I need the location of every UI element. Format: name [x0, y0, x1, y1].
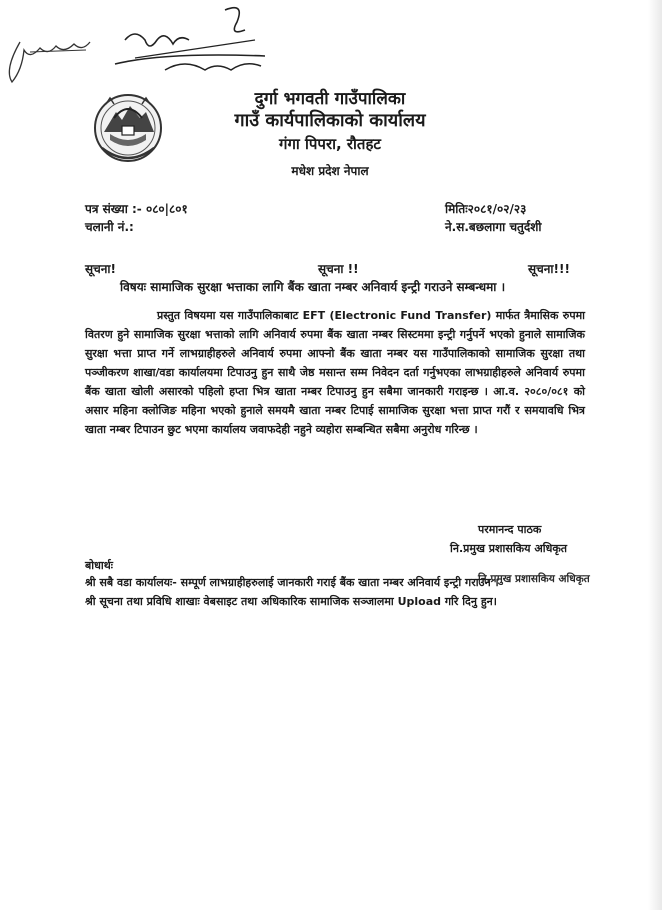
notice-label-left: सूचना!: [85, 262, 116, 276]
handwritten-signature-right: [105, 0, 275, 90]
municipality-name: दुर्गा भगवती गाउँपालिका: [254, 89, 406, 109]
cc-line-it-branch: श्री सूचना तथा प्रविधि शाखाः वेबसाइट तथा अधिकारिक सामाजिक सञ्जालमा Upload गरि दिनु हुन।: [85, 595, 497, 608]
dispatch-number: चलानी नं.:: [85, 220, 134, 234]
province-name: मधेश प्रदेश नेपाल: [291, 164, 369, 178]
notice-label-center: सूचना !!: [318, 262, 359, 276]
letter-body: प्रस्तुत विषयमा यस गाउँपालिकाबाट EFT (Electronic Fund Transfer) मार्फत त्रैमासिक रुपमा वितरण हुने सामाजिक सुरक्षा भत्ताको लागि अनिवार्य रुपमा बैंक खाता नम्बर सिस्टममा इन्ट्री गर्नुपर्ने भएको हुनाले सामाजिक सुरक्षा भत्ता प्राप्त गर्ने लाभग्राहीहरुले अनिवार्य रुपमा आफ्नो बैंक खाता नम्बर यस गाउँपालिकाको सामाजिक सुरक्षा तथा पञ्जीकरण शाखा/वडा कार्यालयमा टिपाउनु हुन साथै जेष्ठ मसान्त सम्म निवेदन दर्ता गर्नुभएका लाभग्राहीहरुले अनिवार्य रुपमा बैंक खाता खोली असारको पहिलो हप्ता भित्र खाता नम्बर टिपाउनु हुन सबैमा जानकारी गराइन्छ । आ.व. २०८०/०८१ को असार महिना क्लोजिङ महिना भएको हुनाले समयमै खाता नम्बर टिपाई सामाजिक सुरक्षा भत्ता प्राप्त गरौं र समयावधि भित्र खाता नम्बर टिपाउन छुट भएमा कार्यालय जवाफदेही नहुने व्यहोरा सम्बन्धित सबैमा अनुरोध गरिन्छ ।: [85, 309, 585, 436]
page-edge-shadow: [648, 0, 662, 910]
office-name: गाउँ कार्यपालिकाको कार्यालय: [234, 110, 426, 131]
overprinted-title: नि.प्रमुख प्रशासकिय अधिकृत: [478, 573, 590, 585]
ref-number: पत्र संख्या :- ०८०|८०१: [85, 202, 188, 216]
signatory-title: नि.प्रमुख प्रशासकिय अधिकृत: [450, 542, 568, 555]
notice-label-right: सूचना!!!: [528, 262, 570, 276]
handwritten-signature-left: [0, 30, 100, 90]
nepal-samvat-date: ने.स.बछलागा चतुर्दशी: [445, 220, 542, 234]
cc-line-ward-offices: श्री सबै वडा कार्यालयः- सम्पूर्ण लाभग्राहीहरुलाई जानकारी गराई बैंक खाता नम्बर अनिवार्य इन्ट्री गराउन ।: [85, 576, 499, 589]
office-location: गंगा पिपरा, रौतहट: [279, 135, 381, 153]
signatory-name: परमानन्द पाठक: [478, 523, 542, 536]
cc-heading: बोधार्थः: [85, 559, 113, 572]
letter-date: मितिः२०८१/०२/२३: [445, 202, 527, 216]
letter-subject: विषयः सामाजिक सुरक्षा भत्ताका लागि बैंक खाता नम्बर अनिवार्य इन्ट्री गराउने सम्बन्धमा ।: [120, 280, 506, 294]
